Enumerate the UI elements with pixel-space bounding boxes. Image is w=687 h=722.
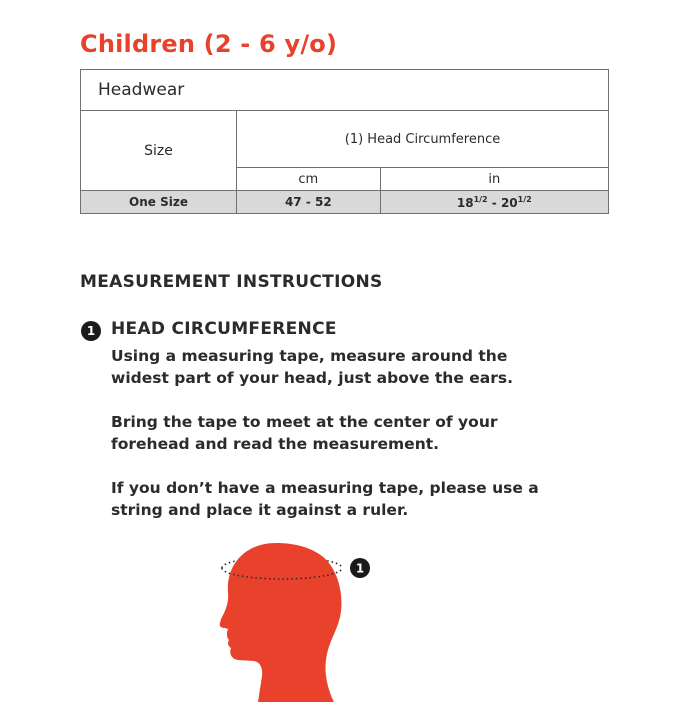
instructions-heading: MEASUREMENT INSTRUCTIONS <box>80 272 383 292</box>
row-in-separator: - 20 <box>487 195 518 210</box>
instruction-paragraph-3: If you don’t have a measuring tape, please use a string and place it against a ruler. <box>111 479 539 519</box>
step-title: HEAD CIRCUMFERENCE <box>111 319 337 339</box>
step-body <box>111 345 551 543</box>
head-silhouette <box>220 543 342 702</box>
size-table <box>80 69 609 214</box>
size-column-header: Size <box>81 111 237 191</box>
row-size: One Size <box>81 191 237 214</box>
row-in <box>380 191 608 214</box>
row-in-end-fraction: 1/2 <box>517 194 532 204</box>
instruction-paragraph-2: Bring the tape to meet at the center of your forehead and read the measurement. <box>111 413 498 453</box>
marker-number: 1 <box>355 561 365 576</box>
instruction-paragraph-1: Using a measuring tape, measure around the widest part of your head, just above the ears. <box>111 347 513 387</box>
table-row <box>81 191 609 214</box>
unit-in-header: in <box>380 168 608 191</box>
table-category: Headwear <box>81 70 609 111</box>
step-number-badge: 1 <box>81 321 101 341</box>
unit-cm-header: cm <box>237 168 381 191</box>
page-title: Children (2 - 6 y/o) <box>80 30 338 58</box>
row-cm: 47 - 52 <box>237 191 381 214</box>
head-illustration <box>216 540 386 710</box>
head-circumference-header: (1) Head Circumference <box>237 111 609 168</box>
row-in-start-fraction: 1/2 <box>473 194 488 204</box>
row-in-start: 18 <box>456 195 474 210</box>
